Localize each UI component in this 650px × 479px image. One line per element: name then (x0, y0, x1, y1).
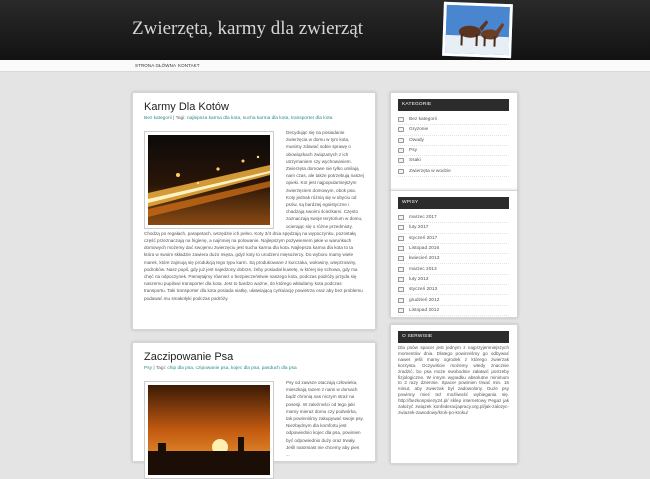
calendar-icon (398, 308, 404, 313)
archive-item[interactable]: Listopad 2016 (398, 244, 509, 254)
post-excerpt: Decydując się na posiadanie zwierzęcia w domu w tym kota, musimy zdawać sobie sprawę o obowiązkach związanych z ich utrzymaniem czy wychowaniem. Zwierzęta domowe nie tylko umilają nam czas, ale także potrzebują naszej opieki. Kot jest najpopularniejszym zwierzęciem domowym, obok psa. Koty jednak różnią się w obyciu od psów, są bardziej egoistyczne i chadzają swoimi ścieżkami. Często zaznaczają swoje terytorium w domu, ocierając się o różne przedmioty. Chodzą po regałach, parapetach, wszędzie ich pełno. Koty 3/4 dnia spędzają na wypoczynku, pozostałą część przeznaczają na higienę, a najmniej na polowanie. Najlepszym pożywieniem jakie w warunkach domowych możemy dać swojemu zwierzęciu jest sucha karma dla kota. Najlepsza karma dla kota to ta która w swoim składzie zawiera dużo mięsa, gdyż koty to urodzeni mięsożercy. Do wyboru mamy wiele marek, które zajmują się produkcją tego typu karm. Są produkowane z kurczaka, wołowiny, wieprzowiny, podrobów. Nasz pupil, gdy już jest najedzony dobrze, żeby posiadał kuwetę, w której się schowa, gdy ma chęć na odpoczynek. Pamiętajmy również o bezpieczeństwie naszego kota, podczas podróży przyda się naszemu pupilowi transporter dla kota. Jest to bardzo ważne, do którego wkładamy kota podczas transportu. Taki transporter dla kota posiada siatkę, ułatwiającą cyrkulację powietrza oraz aby bez problemu podawać mu smakołyki podczas podróży. (144, 130, 364, 301)
archive-item[interactable]: marzec 2017 (398, 213, 509, 223)
folder-icon (398, 117, 404, 122)
calendar-icon (398, 236, 404, 241)
calendar-icon (398, 298, 404, 303)
main-navigation (0, 60, 650, 72)
calendar-icon (398, 225, 404, 230)
archive-item[interactable]: kwiecień 2013 (398, 254, 509, 264)
nav-item-contact[interactable]: KONTAKT (178, 63, 200, 68)
category-item[interactable]: Bez kategorii (398, 115, 509, 125)
calendar-icon (398, 256, 404, 261)
category-item[interactable]: Gryzonie (398, 125, 509, 135)
widget-title: WPISY (398, 197, 509, 209)
calendar-icon (398, 246, 404, 251)
folder-icon (398, 148, 404, 153)
calendar-icon (398, 277, 404, 282)
categories-widget (390, 92, 518, 192)
site-header (0, 0, 650, 60)
post-category-link[interactable]: Bez kategorii (144, 116, 172, 121)
about-widget (390, 324, 518, 464)
post-meta (144, 366, 297, 371)
post-title[interactable]: Zaczipowanie Psa (144, 351, 234, 363)
folder-icon (398, 138, 404, 143)
category-item[interactable]: Psy (398, 146, 509, 156)
folder-icon (398, 127, 404, 132)
site-title[interactable]: Zwierzęta, karmy dla zwierząt (132, 18, 364, 39)
widget-title: O SERWISIE (398, 331, 509, 343)
archive-item[interactable]: marzec 2013 (398, 264, 509, 274)
tags-label: | Tagi: (153, 366, 166, 371)
archives-list (398, 213, 509, 316)
post-tags-links[interactable]: chip dla psa, czipowanie psa, kojec dla psa, pasduch dla psa (167, 366, 297, 371)
category-item[interactable]: Ssaki (398, 156, 509, 166)
calendar-icon (398, 267, 404, 272)
about-text: Dla psów spacer jest jednym z najprzyjemniejszych momentów dnia. Dlatego powinniśmy go odbywać nawet jeśli mamy ogrodek z którego zwierzak korzysta. Oczywiście możemy wtedy znacznie zradzić, bo psa może swobodnie załatwić potrzeby fizjologiczne. W innym wypadku absolutne minimum to 2 razy dziennie. Spacer powinien trwać min. 15 minut, aby zwierzak był zadowolony. Duże psy powinny mieć też możliwość wybiegania się. http://bezkonpsiezy24.pl/ sklep internetowy Pegaz jak założyć związek konfederacjapracy.org.pl/jak-zalozyc-zwiazek-zawodowy/krok-po-kroku/ (398, 345, 509, 415)
archive-item[interactable]: styczeń 2013 (398, 285, 509, 295)
header-horses-photo (442, 2, 513, 58)
folder-icon (398, 169, 404, 174)
archive-item[interactable]: grudzień 2012 (398, 295, 509, 305)
category-item[interactable]: Zwierzęta w wodzie (398, 166, 509, 176)
post-category-link[interactable]: Psy (144, 366, 152, 371)
post-tags-links[interactable]: najlepsza karma dla kota, sucha karma dla kota, transporter dla kota (187, 116, 333, 121)
widget-title: KATEGORIE (398, 99, 509, 111)
post-meta (144, 116, 332, 121)
post-card (132, 342, 376, 462)
archive-item[interactable]: luty 2013 (398, 275, 509, 285)
post-title[interactable]: Karmy Dla Kotów (144, 101, 229, 113)
calendar-icon (398, 215, 404, 220)
post-card (132, 92, 376, 330)
archive-item[interactable]: luty 2017 (398, 223, 509, 233)
nav-item-home[interactable]: STRONA GŁÓWNA (135, 63, 177, 68)
archive-item[interactable]: styczeń 2017 (398, 234, 509, 244)
archive-item[interactable]: Listopad 2012 (398, 306, 509, 316)
categories-list (398, 115, 509, 177)
post-excerpt: Psy od zawsze otaczają człowieka, mieszkają razem z nami w domach bądź chronią nas niczym straż na posesji. W zależności od tego jaki mamy mieraz domu czy podwórka, tak powinniśmy zakupywać swoje psy. Niezbędnym dla komfortu jest odpowiednio kojec dla psa, powinien być odpowiednio duży oraz trwały. Jeśli natomiast nie chcemy aby pies ... (286, 380, 364, 458)
category-item[interactable]: Owady (398, 136, 509, 146)
calendar-icon (398, 287, 404, 292)
folder-icon (398, 158, 404, 163)
tags-label: | Tagi: (173, 116, 186, 121)
archives-widget (390, 190, 518, 318)
